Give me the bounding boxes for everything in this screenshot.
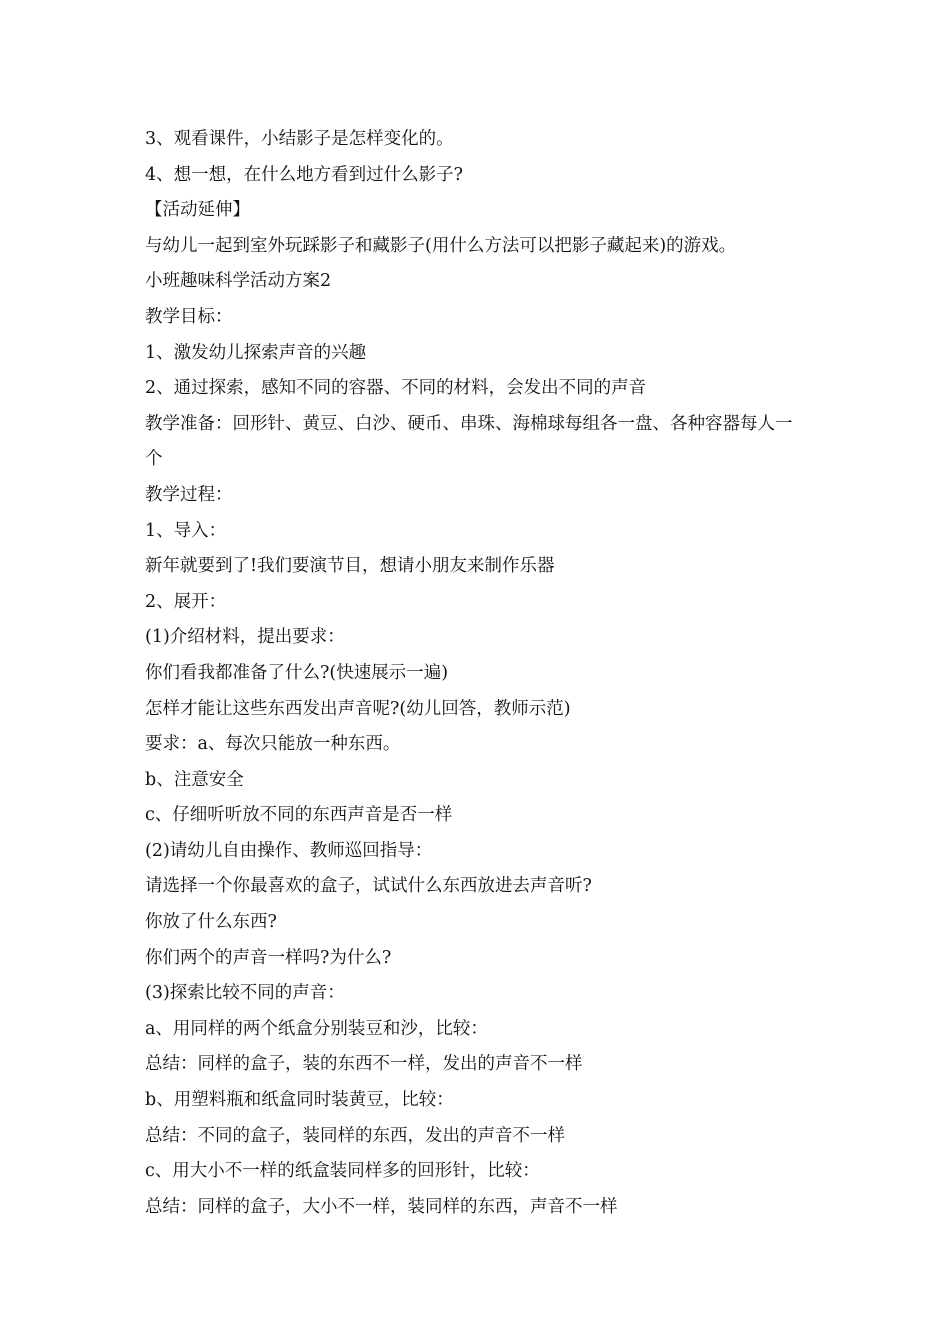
text-line: (3)探索比较不同的声音： [145,983,345,1004]
text-line: c、用大小不一样的纸盒装同样多的回形针，比较： [145,1161,540,1182]
text-line: c、仔细听听放不同的东西声音是否一样 [145,805,453,826]
section-heading: 【活动延伸】 [145,200,250,221]
text-line: 总结：不同的盒子，装同样的东西，发出的声音不一样 [145,1125,565,1146]
text-line: a、用同样的两个纸盒分别装豆和沙，比较： [145,1018,488,1039]
text-line: 1、激发幼儿探索声音的兴趣 [145,342,367,363]
text-line: 请选择一个你最喜欢的盒子，试试什么东西放进去声音听? [145,876,592,897]
text-line: 2、展开： [145,591,227,612]
text-line: b、注意安全 [145,769,244,790]
text-line: 总结：同样的盒子，装的东西不一样，发出的声音不一样 [145,1054,583,1075]
text-line: 教学过程： [145,484,233,505]
text-line: 教学准备：回形针、黄豆、白沙、硬币、串珠、海棉球每组各一盘、各种容器每人一 [145,413,793,434]
text-line: 新年就要到了!我们要演节目，想请小朋友来制作乐器 [145,556,555,577]
text-line: 2、通过探索，感知不同的容器、不同的材料，会发出不同的声音 [145,378,647,399]
text-line: 怎样才能让这些东西发出声音呢?(幼儿回答，教师示范) [145,698,571,719]
section-title: 小班趣味科学活动方案2 [145,271,332,292]
text-line: 总结：同样的盒子，大小不一样，装同样的东西，声音不一样 [145,1196,618,1217]
text-line: 你们看我都准备了什么?(快速展示一遍) [145,662,449,683]
text-line: 你放了什么东西? [145,912,277,933]
text-line: (1)介绍材料，提出要求： [145,627,345,648]
text-line: 与幼儿一起到室外玩踩影子和藏影子(用什么方法可以把影子藏起来)的游戏。 [145,235,737,256]
text-line: 个 [145,449,163,470]
text-line: b、用塑料瓶和纸盒同时装黄豆，比较： [145,1090,454,1111]
text-line: 3、观看课件，小结影子是怎样变化的。 [145,129,454,149]
text-line: 4、想一想，在什么地方看到过什么影子? [145,164,464,185]
document-body [145,122,815,1225]
text-line: 1、导入： [145,520,227,541]
text-line: (2)请幼儿自由操作、教师巡回指导： [145,840,433,861]
text-line: 你们两个的声音一样吗?为什么? [145,947,392,968]
text-line: 要求：a、每次只能放一种东西。 [145,734,401,755]
text-line: 教学目标： [145,306,233,327]
